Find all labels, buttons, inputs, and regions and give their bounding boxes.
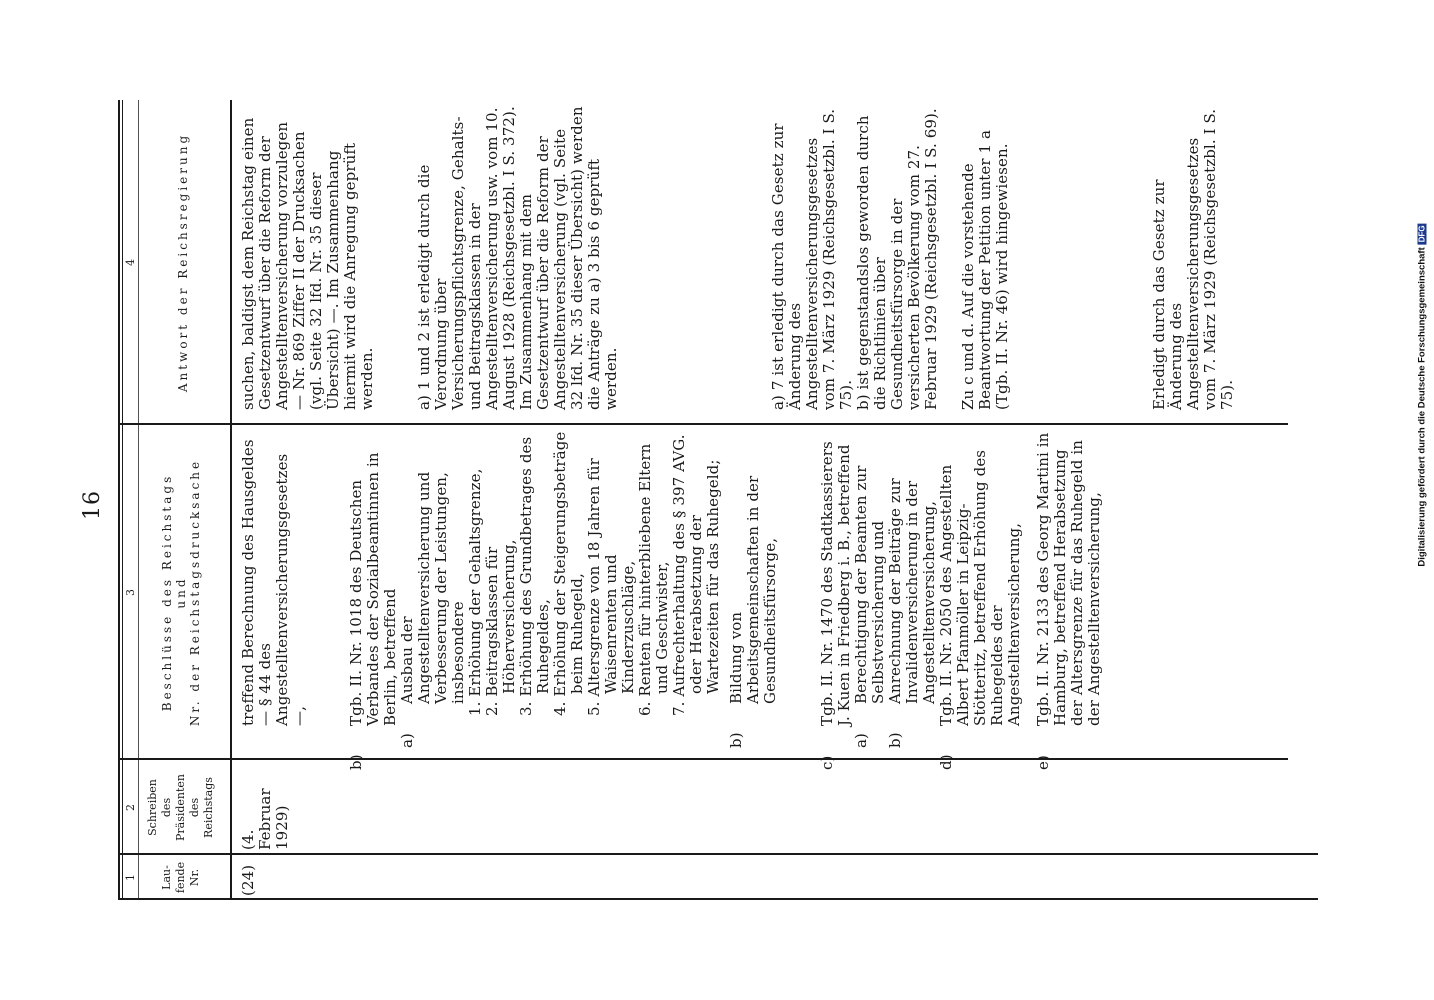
col2-header-line: des [188, 797, 201, 818]
col3-item-text: Bildung von Arbeitsgemeinschaften in der Gesundheitsfürsorge, [727, 475, 779, 704]
col2-header-line: Reichstags [202, 777, 215, 838]
col4-header [176, 100, 190, 425]
col3-item-label: b) [886, 732, 904, 748]
col3-item-label: e) [1034, 755, 1052, 770]
col2-header-line: Schreiben [146, 779, 159, 836]
col3-col4-rule [118, 423, 1288, 425]
watermark-text: Digitalisierung gefördert durch die Deutsche Forschungsgemeinschaft [1416, 247, 1428, 567]
row-lfd-nr: (24) [239, 864, 257, 896]
col3-list-item: 1. Erhöhung der Gehaltsgrenze, [466, 468, 484, 716]
table-top-rule-thin [122, 100, 123, 900]
col2-header-line: Präsidenten [174, 773, 187, 842]
col3-header-line: Nr. der Reichstagsdrucksache [188, 458, 202, 727]
col1-left-rule [118, 898, 1318, 900]
col3-item-c-b [886, 430, 938, 748]
col4-number: 4 [124, 259, 137, 266]
col3-item-text: Tgb. II. Nr. 2133 des Georg Martini in Hamburg, betreffend Herabsetzung der Altersgrenze für das Ruhegeld in der Angestelltenversicherung, [1034, 432, 1103, 726]
col3-list-item: 5. Altersgrenze von 18 Jahren für Waisenrenten und Kinderzuschläge, [585, 458, 637, 716]
col3-list-item: 6. Renten für hinterbliebene Eltern und Geschwister, [636, 443, 671, 716]
col3-list-item: 4. Erhöhung der Steigerungsbeträge beim Ruhegeld, [551, 431, 586, 716]
dfg-watermark-text [1417, 223, 1428, 566]
col3-list-item: 3. Erhöhung des Grundbetrages des Ruhegeldes, [517, 436, 552, 716]
col2-col3-rule [118, 758, 1288, 760]
col3-item-b-b [727, 430, 779, 748]
col4-paragraph: a) 1 und 2 ist erledigt durch die Verordnung über Versicherungspflichtsgrenze, Gehalts- und Beitragsklassen in der Angestelltenversicherung usw. vom 10. August 1928 (Reichsgesetzbl. I S. 372). [415, 106, 518, 410]
header-bottom-rule [230, 100, 232, 900]
col3-item-text: Anrechnung der Beiträge zur Invalidenversicherung in der Angestelltenversicherung, [886, 478, 938, 704]
dfg-logo-icon: DFG [1417, 225, 1427, 243]
col1-header-line: Lau- [160, 865, 173, 890]
col3-item-text: Berechtigung der Beamten zur Selbstversicherung und [852, 465, 887, 704]
col4-paragraph: a) 7 ist erledigt durch das Gesetz zur Änderung des Angestelltenversicherungsgesetzes vom 7. März 1929 (Reichsgesetzbl. I S. 75). [769, 108, 855, 410]
col3-item-label: d) [937, 754, 955, 770]
col3-item-text: Tgb. II. Nr. 2050 des Angestellten Albert Pfanmöller in Leipzig-Stötteritz, betreffend Erhöhung des Ruhegeldes der Angestelltenversicherung, [937, 449, 1023, 726]
col3-header-line: Beschlüsse des Reichstags [160, 473, 174, 712]
col3-item-e [1034, 430, 1103, 770]
col3-resolutions [239, 430, 1103, 770]
col3-item-c-a [852, 430, 887, 748]
col3-number: 3 [124, 589, 137, 596]
column-number-rule [138, 100, 139, 900]
col4-paragraph: Zu c und d. Auf die vorstehende Beantwortung der Petition unter 1 a (Tgb. II. Nr. 46) wird hingewiesen. [959, 129, 1011, 410]
col4-paragraph: Im Zusammenhang mit dem Gesetzentwurf über die Reform der Angestelltenversicherung (vgl. Seite 32 lfd. Nr. 35 dieser Übersicht) werden die Anträge zu a) 3 bis 6 geprüft werden. [517, 106, 620, 410]
col1-number: 1 [124, 874, 137, 881]
col3-list-item: 2. Beitragsklassen für Höherversicherung, [483, 539, 518, 716]
col3-header [160, 425, 202, 760]
col3-item-label: a) [852, 733, 870, 748]
col4-paragraph: b) ist gegenstandslos geworden durch die Richtlinien über Gesundheitsfürsorge in der versicherten Bevölkerung vom 27. Februar 1929 (Reichsgesetzbl. I S. 69). [854, 108, 940, 410]
page-number: 16 [80, 490, 105, 520]
col1-header-line: Nr. [188, 868, 201, 887]
col3-item-b [347, 430, 399, 770]
col3-header-line: und [174, 576, 188, 609]
col3-item-c [818, 430, 853, 770]
col1-col2-rule [118, 853, 1318, 855]
col3-item-label: b) [347, 754, 365, 770]
col3-item-label: c) [818, 755, 836, 770]
col3-item-d [937, 430, 1023, 770]
col3-item-text: Tgb. II. Nr. 1470 des Stadtkassierers J. Kuen in Friedberg i. B., betreffend [818, 441, 853, 726]
row-date: (4. Februar 1929) [239, 788, 291, 850]
col4-responses [240, 105, 1236, 410]
col1-header [160, 855, 202, 900]
col3-item-label: a) [398, 733, 416, 748]
col2-number: 2 [124, 804, 137, 811]
col3-intro: treffend Berechnung des Hausgeldes — § 44 des Angestelltenversicherungsgesetzes —, [239, 439, 308, 726]
col4-paragraph: Erledigt durch das Gesetz zur Änderung des Angestelltenversicherungsgesetzes vom 7. März 1929 (Reichsgesetzbl. I S. 75). [1150, 108, 1236, 410]
col4-intro: suchen, baldigst dem Reichstag einen Gesetzentwurf über die Reform der Angestelltenversicherung vorzulegen — Nr. 869 Ziffer II der Drucksachen (vgl. Seite 32 lfd. Nr. 35 dieser Übersicht) —. Im Zusammenhang hiermit wird die Anregung geprüft werden. [239, 117, 376, 410]
col1-header-line: fende [174, 861, 187, 894]
col3-item-b-a [398, 430, 467, 748]
table-top-rule [118, 100, 120, 900]
col2-header-line: des [160, 797, 173, 818]
col3-item-label: b) [727, 732, 745, 748]
dfg-watermark [1416, 10, 1428, 990]
col3-item-text: Ausbau der Angestelltenversicherung und Verbesserung der Leistungen, insbesondere [398, 471, 467, 704]
col4-header-line: Antwort der Reichsregierung [176, 132, 190, 393]
col2-header [146, 760, 216, 855]
col3-item-text: Tgb. II. Nr. 1018 des Deutschen Verbandes der Sozialbeamtinnen in Berlin, betreffend [347, 452, 399, 726]
col3-list-item: 7. Aufrechterhaltung des § 397 AVG. oder Herabsetzung der Wartezeiten für das Ruhegeld; [670, 434, 722, 716]
